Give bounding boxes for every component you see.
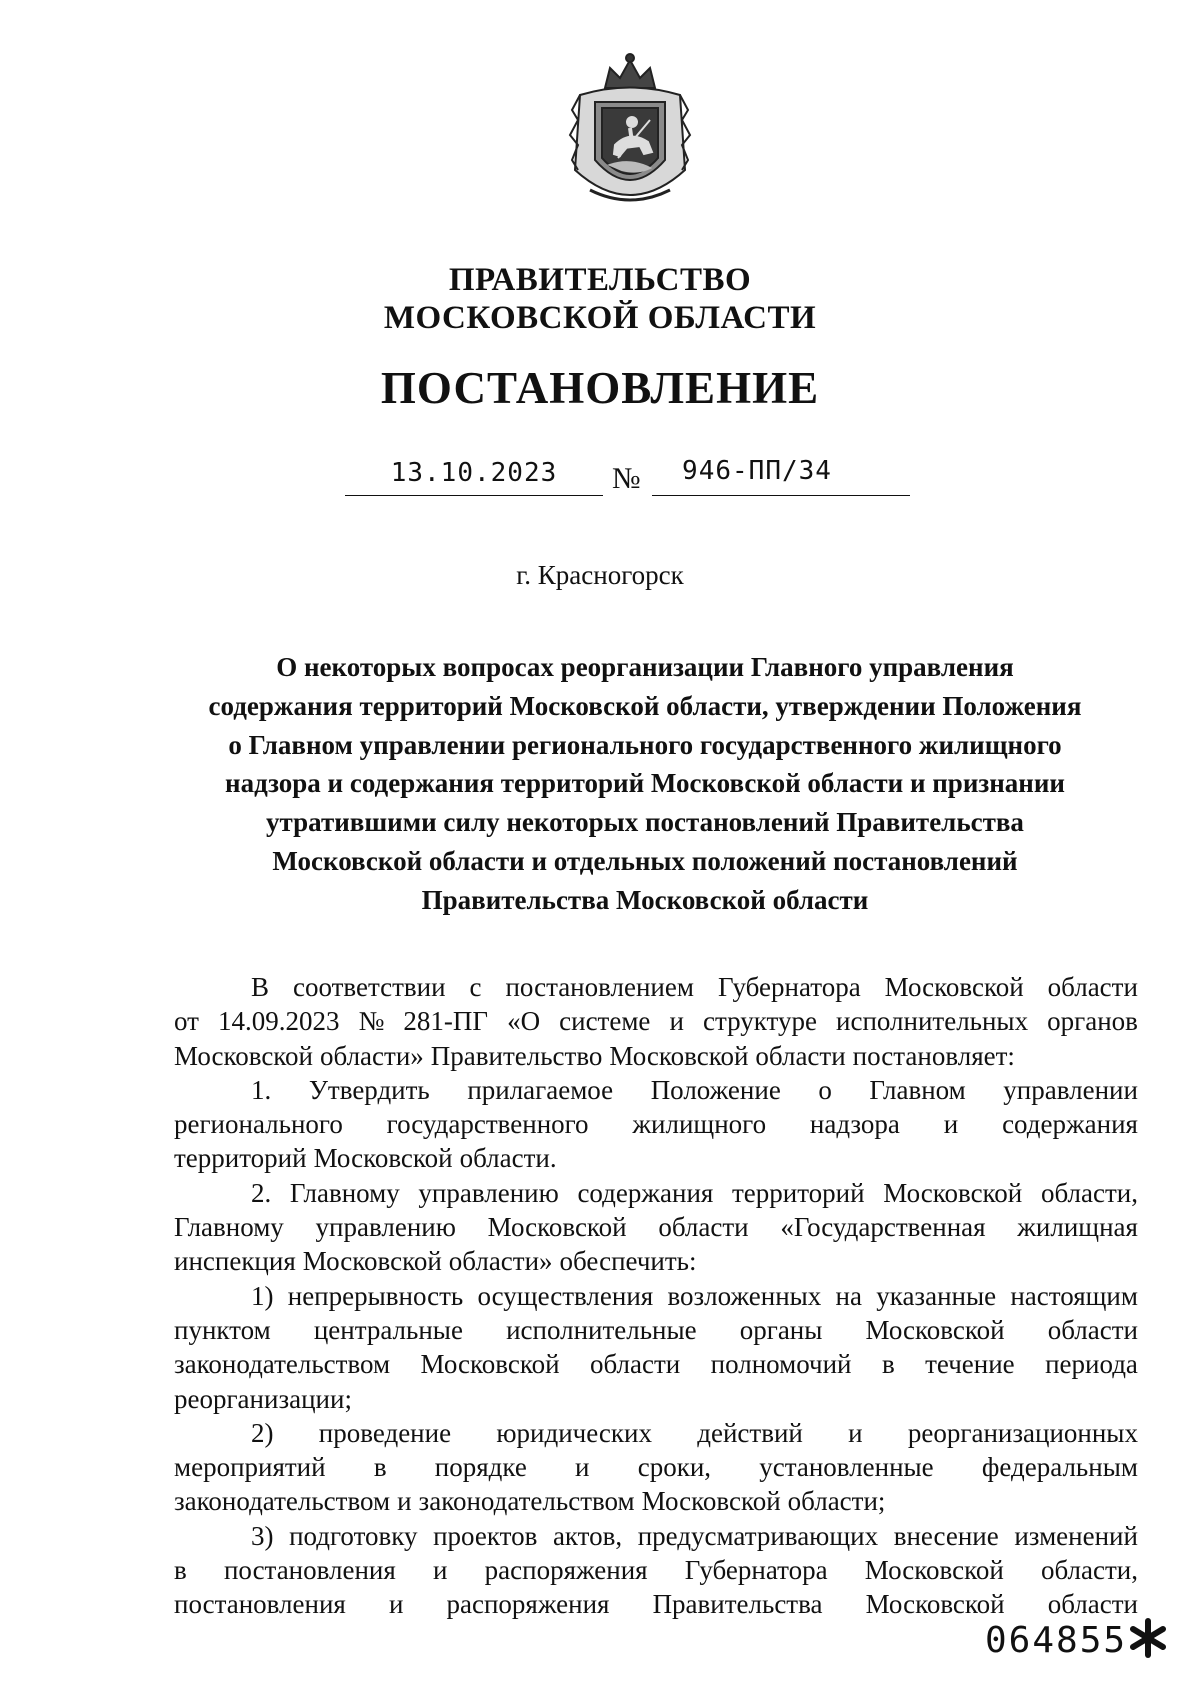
body-line <box>174 1416 1138 1450</box>
body-word: реорганизационных <box>907 1417 1138 1448</box>
body-word: управлению <box>315 1212 456 1243</box>
body-line <box>174 1039 1138 1073</box>
body-line <box>174 1382 1138 1416</box>
body-word: непрерывность <box>287 1280 464 1311</box>
body-word: распоряжения <box>446 1589 610 1620</box>
body-word: осуществления <box>477 1280 654 1311</box>
body-line <box>174 970 1138 1004</box>
body-word: области. <box>459 1143 557 1174</box>
number-underline <box>652 495 910 496</box>
body-word: проведение <box>318 1417 452 1448</box>
body-word: области <box>1047 1314 1138 1345</box>
body-word: течение <box>925 1349 1015 1380</box>
document-type-heading: ПОСТАНОВЛЕНИЕ <box>380 363 820 413</box>
body-word: Губернатора <box>684 1555 828 1586</box>
document-number: 946-ПП/34 <box>682 456 832 486</box>
body-word: Правительства <box>652 1589 823 1620</box>
body-word: распоряжения <box>484 1555 648 1586</box>
body-word: территорий <box>732 1177 865 1208</box>
body-word: и <box>388 1589 404 1620</box>
body-word: Московской <box>641 1486 781 1517</box>
body-word: и <box>848 1417 863 1448</box>
body-word: установленные <box>759 1452 934 1483</box>
body-word: полномочий <box>710 1349 852 1380</box>
body-line <box>174 1450 1138 1484</box>
body-word: и <box>669 1006 684 1037</box>
body-word: территорий <box>174 1143 307 1174</box>
body-word: постановлением <box>505 972 694 1002</box>
body-word: надзора <box>809 1109 900 1140</box>
body-word: и <box>575 1452 590 1483</box>
asterisk-icon <box>1128 1615 1168 1661</box>
body-word: Московской <box>864 1555 1004 1586</box>
body-word: 1) <box>251 1280 274 1311</box>
body-word: органов <box>1047 1006 1138 1037</box>
body-word: в <box>174 1555 187 1586</box>
body-word: законодательством <box>418 1486 635 1517</box>
body-word: актов, <box>552 1520 623 1551</box>
body-word: проектов <box>433 1520 538 1551</box>
body-line <box>174 1073 1138 1107</box>
body-word: в <box>373 1452 387 1483</box>
body-word: 3) <box>251 1520 274 1551</box>
body-word: структуре <box>703 1006 817 1037</box>
body-line <box>174 1347 1138 1381</box>
body-line <box>174 1519 1138 1553</box>
body-word: в <box>881 1349 895 1380</box>
body-line <box>174 1587 1138 1621</box>
body-word: В <box>251 972 270 1002</box>
body-word: «О <box>507 1006 541 1037</box>
body-word: области <box>1047 972 1138 1002</box>
body-word: Московской <box>302 1246 442 1277</box>
body-word: с <box>469 972 482 1002</box>
body-word: исполнительных <box>836 1006 1029 1037</box>
organization-name-line1: ПРАВИТЕЛЬСТВО <box>448 262 752 298</box>
body-word: области <box>658 1212 749 1243</box>
body-word: области» <box>448 1246 553 1277</box>
body-word: 14.09.2023 <box>218 1006 340 1037</box>
body-word: жилищного <box>632 1109 767 1140</box>
title-line: Правительства Московской области <box>421 884 869 915</box>
body-word: области, <box>1040 1177 1138 1208</box>
body-word: 2) <box>251 1417 274 1448</box>
body-word: и <box>943 1109 959 1140</box>
body-word: органы <box>739 1314 823 1345</box>
title-line: надзора и содержания территорий Московской области и признании <box>225 768 1065 799</box>
body-word: периода <box>1045 1349 1138 1380</box>
body-word: Московской <box>865 1589 1005 1620</box>
body-word: Московской <box>313 1143 453 1174</box>
title-line: содержания территорий Московской области, утверждении Положения <box>208 690 1082 721</box>
title-line: Московской области и отдельных положений постановлений <box>272 845 1018 876</box>
body-word: и <box>433 1555 448 1586</box>
body-word: Утвердить <box>308 1074 430 1105</box>
body-word: сроки, <box>637 1452 712 1483</box>
body-word: о <box>818 1074 832 1105</box>
body-word: подготовку <box>289 1520 418 1551</box>
body-word: «Государственная <box>780 1212 986 1243</box>
body-word: области <box>589 1349 681 1380</box>
body-word: области, <box>1040 1555 1138 1586</box>
body-line <box>174 1279 1138 1313</box>
body-line <box>174 1553 1138 1587</box>
body-word: содержания <box>577 1177 714 1208</box>
body-word: области <box>755 1040 846 1071</box>
body-word: законодательством <box>174 1486 391 1517</box>
body-word: 2. <box>251 1177 272 1208</box>
body-word: инспекция <box>174 1246 296 1277</box>
body-word: прилагаемое <box>467 1074 614 1105</box>
title-line: о Главном управлении регионального государственного жилищного <box>228 729 1062 760</box>
body-word: реорганизации; <box>174 1383 352 1414</box>
body-word: Правительство <box>430 1040 603 1071</box>
body-word: содержания <box>1002 1109 1138 1140</box>
body-word: Положение <box>650 1074 781 1105</box>
body-word: области; <box>787 1486 886 1517</box>
body-word: области» <box>320 1040 424 1071</box>
body-word: управлению <box>418 1177 559 1208</box>
body-word: области <box>1047 1589 1138 1620</box>
body-word: системе <box>559 1006 651 1037</box>
body-word: порядке <box>434 1452 527 1483</box>
body-word: Московской <box>420 1349 560 1380</box>
city-name: г. Красногорск <box>516 560 684 590</box>
body-word: Губернатора <box>717 972 861 1002</box>
document-body <box>174 970 1138 1622</box>
body-word: Московской <box>865 1314 1005 1345</box>
body-word: государственного <box>386 1109 589 1140</box>
body-line <box>174 1107 1138 1141</box>
body-word: постановляет: <box>852 1040 1015 1071</box>
body-word: управлении <box>1003 1074 1138 1105</box>
body-word: Главному <box>174 1212 284 1243</box>
body-line <box>174 1313 1138 1347</box>
body-word: указанные <box>876 1280 997 1311</box>
body-line <box>174 1004 1138 1038</box>
body-word: соответствии <box>292 972 446 1002</box>
body-word: изменений <box>1014 1520 1138 1551</box>
body-word: федеральным <box>981 1452 1138 1483</box>
coat-of-arms-icon <box>560 50 700 215</box>
body-word: исполнительные <box>506 1314 697 1345</box>
body-word: и <box>397 1486 412 1517</box>
body-word: действий <box>697 1417 803 1448</box>
body-line <box>174 1176 1138 1210</box>
document-title <box>165 648 1125 920</box>
body-word: Московской <box>487 1212 627 1243</box>
date-underline <box>345 495 603 496</box>
body-word: на <box>835 1280 862 1311</box>
body-word: Московской <box>174 1040 314 1071</box>
body-line <box>174 1210 1138 1244</box>
body-word: № <box>358 1006 385 1037</box>
body-word: возложенных <box>667 1280 822 1311</box>
body-word: юридических <box>496 1417 652 1448</box>
body-word: внесение <box>893 1520 999 1551</box>
body-word: Главном <box>869 1074 966 1105</box>
body-word: мероприятий <box>174 1452 326 1483</box>
body-line <box>174 1141 1138 1175</box>
body-word: обеспечить: <box>559 1246 697 1277</box>
organization-name-line2: МОСКОВСКОЙ ОБЛАСТИ <box>383 300 817 336</box>
document-date: 13.10.2023 <box>390 458 558 488</box>
body-word: Московской <box>883 1177 1023 1208</box>
body-word: 1. <box>251 1074 272 1105</box>
body-word: 281-ПГ <box>403 1006 489 1037</box>
serial-number: 064855 <box>985 1620 1128 1661</box>
title-line: утратившими силу некоторых постановлений Правительства <box>266 807 1024 838</box>
body-word: регионального <box>174 1109 343 1140</box>
number-sign: № <box>612 462 641 495</box>
body-word: Главному <box>289 1177 400 1208</box>
body-word: постановления <box>174 1589 346 1620</box>
body-word: Московской <box>609 1040 749 1071</box>
body-word: законодательством <box>174 1349 391 1380</box>
body-line <box>174 1484 1138 1518</box>
body-line <box>174 1244 1138 1278</box>
body-word: пунктом <box>174 1314 271 1345</box>
body-word: настоящим <box>1010 1280 1138 1311</box>
body-word: центральные <box>313 1314 463 1345</box>
body-word: предусматривающих <box>637 1520 879 1551</box>
body-word: от <box>174 1006 199 1037</box>
body-word: постановления <box>223 1555 396 1586</box>
title-line: О некоторых вопросах реорганизации Главного управления <box>276 652 1014 682</box>
body-word: жилищная <box>1017 1212 1138 1243</box>
body-word: Московской <box>884 972 1024 1002</box>
